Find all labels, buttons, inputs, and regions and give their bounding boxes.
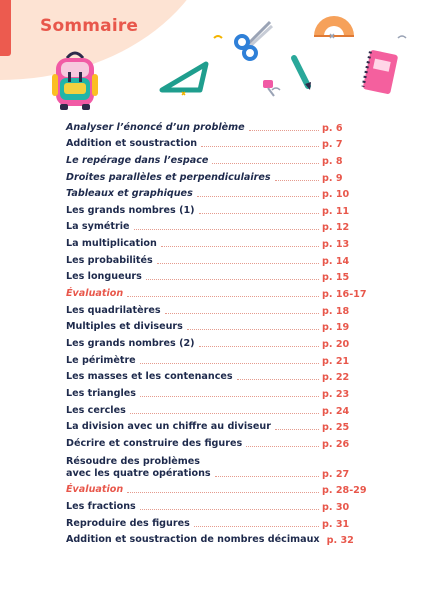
toc-item-label: Évaluation — [66, 288, 124, 300]
toc-item-label: La division avec un chiffre au diviseur — [66, 421, 271, 433]
toc-item-label: Addition et soustraction de nombres décimaux — [66, 534, 320, 546]
toc-item[interactable] — [66, 496, 348, 513]
toc-item-page: p. 30 — [322, 502, 350, 514]
toc-item[interactable] — [66, 200, 348, 217]
toc-item-page: p. 24 — [322, 405, 350, 417]
toc-item-page: p. 16-17 — [322, 289, 367, 301]
toc-item-page: p. 10 — [322, 189, 350, 201]
toc-item[interactable] — [66, 117, 348, 134]
toc-item-label: Décrire et construire des figures — [66, 437, 243, 449]
toc-item[interactable] — [66, 184, 348, 201]
toc-item-label-line1: Résoudre des problèmes — [66, 455, 200, 467]
toc-item-page: p. 19 — [322, 322, 350, 334]
leader-dots — [127, 296, 319, 297]
toc-item-label-line2: avec les quatre opérations — [66, 467, 211, 479]
toc-item-label: Tableaux et graphiques — [66, 188, 193, 200]
table-of-contents — [66, 117, 367, 547]
toc-item-page: p. 18 — [322, 305, 350, 317]
leader-dots — [157, 263, 319, 264]
toc-item-page: p. 23 — [322, 388, 350, 400]
toc-item-evaluation[interactable] — [66, 283, 367, 301]
toc-item-label: Le périmètre — [66, 354, 136, 366]
leader-dots — [275, 429, 319, 430]
toc-item-page: p. 8 — [322, 155, 343, 167]
leader-dots — [215, 476, 319, 477]
toc-item-page: p. 26 — [322, 438, 350, 450]
leader-dots — [161, 246, 319, 247]
leader-dots — [130, 413, 319, 414]
leader-dots — [275, 180, 319, 181]
leader-dots — [134, 229, 319, 230]
header-tab — [0, 0, 11, 56]
toc-item-label: Droites parallèles et perpendiculaires — [66, 171, 271, 183]
leader-dots — [140, 509, 319, 510]
leader-dots — [199, 346, 319, 347]
toc-item-label: Les triangles — [66, 387, 136, 399]
toc-item[interactable] — [66, 433, 348, 450]
leader-dots — [165, 313, 319, 314]
leader-dots — [212, 163, 319, 164]
toc-item-label: Les longueurs — [66, 271, 142, 283]
toc-item-label: La multiplication — [66, 238, 157, 250]
toc-item-label: Évaluation — [66, 484, 124, 496]
toc-item[interactable] — [66, 267, 348, 284]
leader-dots — [199, 213, 319, 214]
toc-item[interactable] — [66, 383, 348, 400]
toc-item-label: Les fractions — [66, 501, 136, 513]
toc-item[interactable] — [66, 217, 348, 234]
toc-item-label: La symétrie — [66, 221, 130, 233]
toc-item-page: p. 28-29 — [322, 485, 367, 497]
leader-dots — [187, 329, 319, 330]
toc-item-page: p. 15 — [322, 272, 350, 284]
toc-item-label: Analyser l’énoncé d’un problème — [66, 121, 245, 133]
toc-item[interactable] — [66, 400, 348, 417]
toc-item[interactable] — [66, 530, 354, 547]
toc-item-page: p. 11 — [322, 205, 350, 217]
toc-item[interactable] — [66, 417, 348, 434]
toc-item[interactable] — [66, 450, 348, 480]
leader-dots — [146, 279, 319, 280]
toc-item[interactable] — [66, 250, 348, 267]
toc-item-page: p. 7 — [322, 139, 343, 151]
page-title: Sommaire — [40, 16, 139, 36]
toc-item[interactable] — [66, 150, 348, 167]
leader-dots — [201, 146, 319, 147]
toc-item-page: p. 13 — [322, 239, 350, 251]
toc-item[interactable] — [66, 134, 348, 151]
toc-item-page: p. 27 — [322, 468, 350, 480]
set-square-icon — [160, 62, 208, 92]
toc-item[interactable] — [66, 317, 348, 334]
toc-item[interactable] — [66, 367, 348, 384]
leader-dots — [249, 130, 319, 131]
toc-item[interactable] — [66, 350, 348, 367]
toc-item[interactable] — [66, 513, 348, 530]
toc-item-label: Les grands nombres (1) — [66, 204, 195, 216]
toc-item-page: p. 14 — [322, 255, 350, 267]
backpack-icon — [50, 48, 100, 112]
toc-item-page: p. 31 — [322, 518, 350, 530]
toc-item-page: p. 22 — [322, 372, 350, 384]
leader-dots — [197, 196, 319, 197]
leader-dots — [194, 526, 319, 527]
toc-item-page: p. 21 — [322, 355, 350, 367]
toc-item-page: p. 32 — [326, 535, 354, 547]
toc-item-page: p. 9 — [322, 172, 343, 184]
toc-item-evaluation[interactable] — [66, 480, 367, 497]
toc-item-label: Les grands nombres (2) — [66, 337, 195, 349]
leader-dots — [246, 446, 319, 447]
toc-item[interactable] — [66, 333, 348, 350]
toc-item[interactable] — [66, 167, 348, 184]
toc-item-page: p. 25 — [322, 422, 350, 434]
toc-item-label: Les cercles — [66, 404, 126, 416]
toc-item-page: p. 12 — [322, 222, 350, 234]
leader-dots — [140, 363, 319, 364]
toc-item-page: p. 6 — [322, 122, 343, 134]
toc-item-label: Addition et soustraction — [66, 138, 198, 150]
leader-dots — [140, 396, 319, 397]
leader-dots — [237, 379, 319, 380]
toc-item-label: Reproduire des figures — [66, 517, 190, 529]
toc-item-label: Les probabilités — [66, 254, 153, 266]
toc-item-label: Les masses et les contenances — [66, 371, 233, 383]
toc-item-label — [66, 456, 211, 480]
toc-item[interactable] — [66, 300, 348, 317]
toc-item[interactable] — [66, 233, 348, 250]
leader-dots — [127, 492, 319, 493]
toc-item-label: Multiples et diviseurs — [66, 321, 183, 333]
sparkle-icon — [212, 30, 412, 100]
toc-item-page: p. 20 — [322, 338, 350, 350]
toc-item-label: Les quadrilatères — [66, 304, 161, 316]
toc-item-label: Le repérage dans l’espace — [66, 154, 209, 166]
